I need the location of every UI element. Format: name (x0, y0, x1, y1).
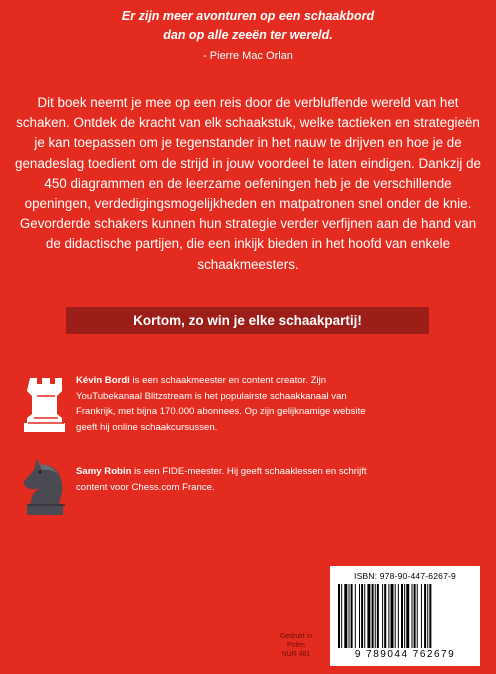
tagline-banner (66, 307, 429, 334)
printed-country: Gedrukt in Polen (279, 633, 313, 649)
author-bio-text: is een FIDE-meester. Hij geeft schaaklessen en schrijft content voor Chess.com France. (76, 466, 367, 493)
rook-icon (23, 374, 69, 434)
book-blurb: Dit boek neemt je mee op een reis door de verbluffende wereld van het schaken. Ontdek de kracht van elk schaakstuk, welke tactieken en strategieën je kan toepassen om je tegenstander in het nauw te drijven en hoe je de genadeslag toedient om de strijd in jouw voordeel te laten eindigen. Dankzij de 450 diagrammen en de leerzame oefeningen heb je de verschillende openingen, verdedigingsmogelijkheden en matpatronen snel onder de knie. Gevorderde schakers kunnen hun strategie verder verfijnen aan de hand van de didactische partijen, die een inkijk bieden in het hoofd van enkele schaakmeesters. (15, 95, 481, 272)
quote-line-2: dan op alle zeeën ter wereld. (163, 28, 333, 42)
quote-line-1: Er zijn meer avonturen op een schaakbord (121, 9, 375, 23)
knight-icon (23, 455, 69, 517)
isbn-number: ISBN: 978-90-447-6267-9 (354, 571, 456, 581)
author-name: Kévin Bordi (76, 375, 130, 386)
author-bio-text: is een schaakmeester en content creator. Zijn YouTubekanaal Blitzstream is het populairste schaakkanaal van Frankrijk, met bijna 170.000 abonnees. Op zijn gelijknamige website geeft hij online schaakcursussen. (76, 375, 366, 433)
author-bio-bordi (76, 373, 376, 435)
author-bio-robin (76, 464, 376, 495)
barcode (330, 566, 480, 666)
epigraph-quote (0, 7, 496, 45)
quote-author: - Pierre Mac Orlan (203, 50, 293, 62)
author-name: Samy Robin (76, 466, 132, 477)
barcode-digits: 9 789044 762679 (354, 649, 456, 660)
printed-info (272, 632, 320, 659)
nur-code: NUR 481 (281, 651, 311, 658)
barcode-bars (338, 584, 472, 648)
tagline-text: Kortom, zo win je elke schaakpartij! (133, 313, 362, 328)
